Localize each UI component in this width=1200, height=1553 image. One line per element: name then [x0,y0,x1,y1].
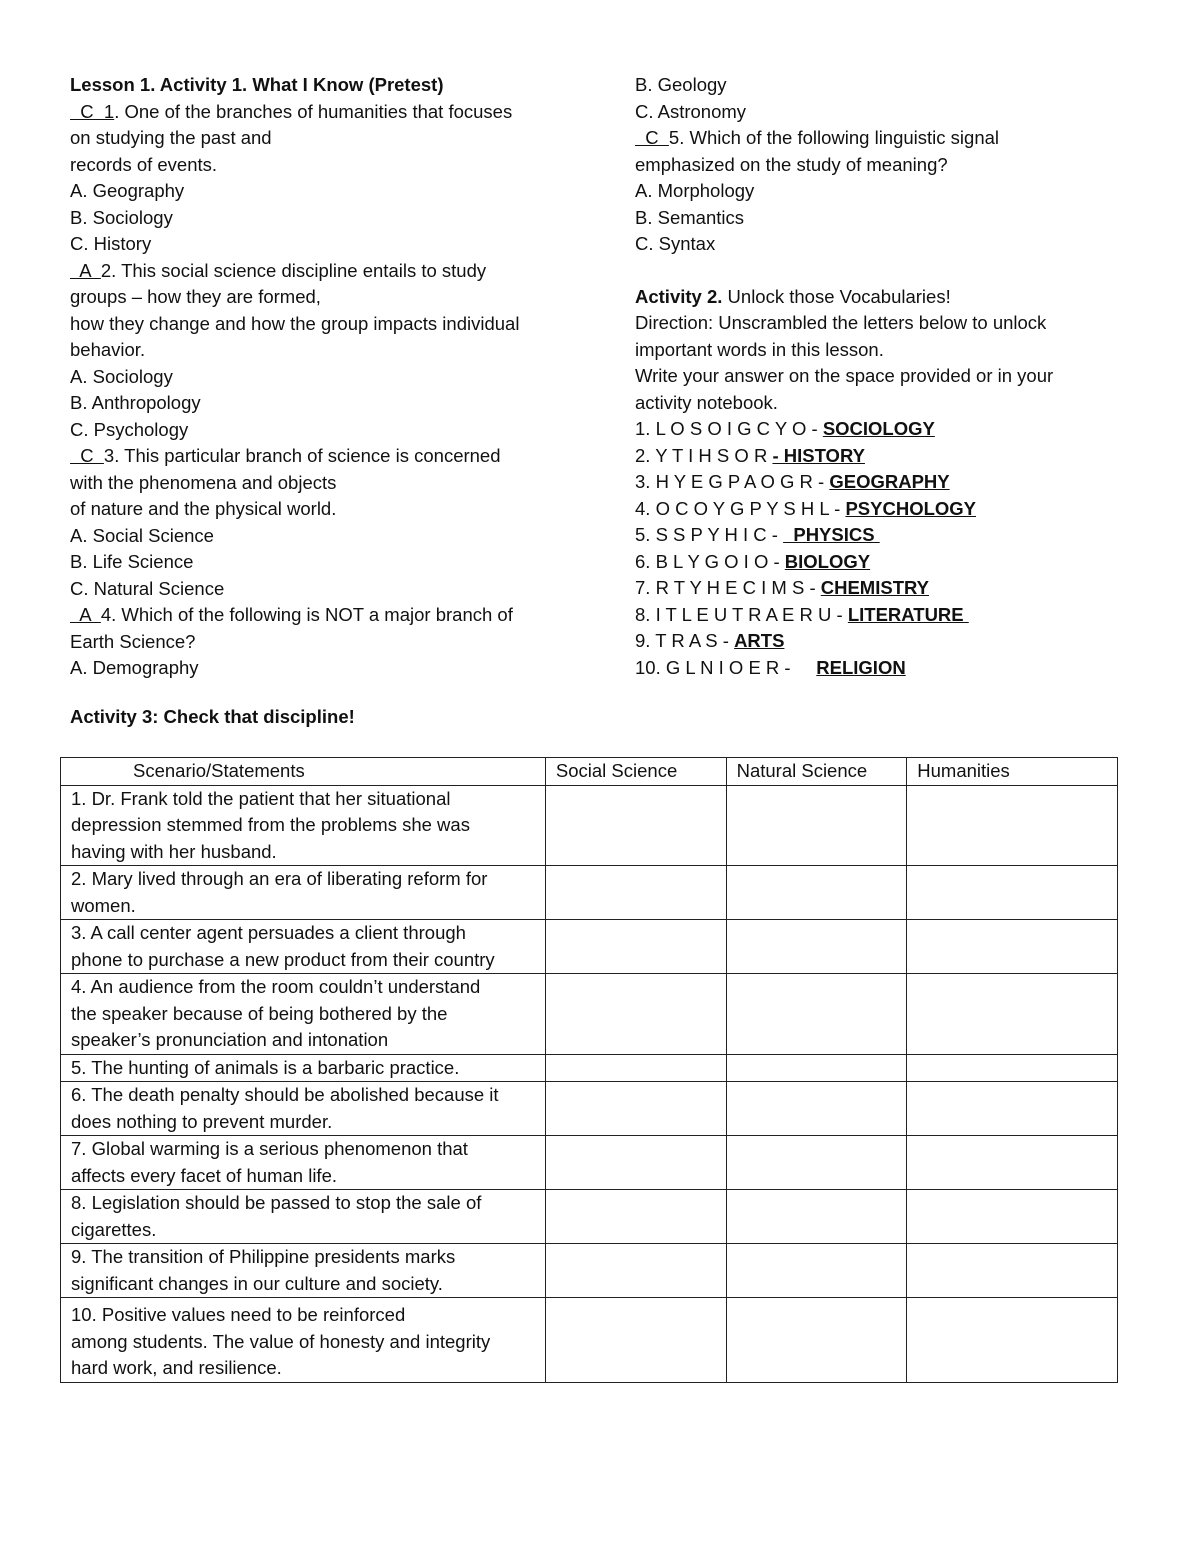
left-column [70,72,590,682]
question-3-line: of nature and the physical world. [70,498,337,519]
table-row [61,1244,1118,1298]
scenario-text: the speaker because of being bothered by the [71,1002,448,1024]
check-cell-humanities[interactable] [907,1190,1118,1244]
table-row [61,785,1118,866]
table-row [61,866,1118,920]
check-cell-humanities[interactable] [907,1136,1118,1190]
scenario-text: significant changes in our culture and society. [71,1272,443,1294]
check-cell-social-science[interactable] [545,866,726,920]
vocab-item: 6. B L Y G O I O - BIOLOGY [635,550,871,572]
option: B. Semantics [635,206,744,228]
check-cell-natural-science[interactable] [726,974,907,1055]
check-cell-social-science[interactable] [545,1054,726,1082]
check-cell-social-science[interactable] [545,1298,726,1383]
scenario-cell [61,974,546,1055]
check-cell-natural-science[interactable] [726,1244,907,1298]
vocab-answer[interactable]: SOCIOLOGY [822,418,935,439]
answer-blank-2[interactable]: A [70,259,101,281]
check-cell-humanities[interactable] [907,1082,1118,1136]
question-2: A 2. This social science discipline entails to study [70,259,487,281]
check-cell-natural-science[interactable] [726,1082,907,1136]
scenario-text: 5. The hunting of animals is a barbaric practice. [71,1056,460,1078]
question-4: A 4. Which of the following is NOT a major branch of [70,604,513,625]
direction-line: Write your answer on the space provided or in your [635,365,1054,386]
check-cell-social-science[interactable] [545,1190,726,1244]
scenario-text: does nothing to prevent murder. [71,1110,333,1132]
option: C. Astronomy [635,100,747,122]
option: B. Anthropology [70,392,201,413]
check-cell-natural-science[interactable] [726,1298,907,1383]
table-row [61,1190,1118,1244]
question-2-line: behavior. [70,339,146,360]
table-row [61,920,1118,974]
scenario-text: among students. The value of honesty and integrity [71,1330,491,1352]
question-1-line: records of events. [70,153,218,175]
option: A. Sociology [70,365,173,387]
option: B. Geology [635,74,727,95]
question-4-line: Earth Science? [70,630,196,652]
scenario-cell [61,785,546,866]
direction-line: activity notebook. [635,391,778,413]
header-humanities: Humanities [907,758,1118,786]
answer-blank-3[interactable]: C [70,445,104,466]
check-cell-natural-science[interactable] [726,920,907,974]
vocab-answer[interactable]: RELIGION [816,656,906,678]
scenario-cell [61,1136,546,1190]
vocab-answer[interactable]: GEOGRAPHY [829,471,950,492]
vocab-answer[interactable]: PHYSICS [783,524,880,545]
vocab-item: 5. S S P Y H I C - PHYSICS [635,524,880,545]
vocab-item: 4. O C O Y G P Y S H L - PSYCHOLOGY [635,497,977,519]
scenario-text: 8. Legislation should be passed to stop the sale of [71,1192,482,1213]
option: C. Natural Science [70,577,225,599]
check-cell-social-science[interactable] [545,785,726,866]
option: A. Morphology [635,180,755,201]
scenario-text: having with her husband. [71,840,277,862]
vocab-answer[interactable]: CHEMISTRY [820,577,930,598]
question-3: C 3. This particular branch of science is concerned [70,445,501,466]
vocab-item: 10. G L N I O E R - RELIGION [635,656,906,678]
vocab-answer[interactable]: BIOLOGY [784,550,871,572]
scenario-text: depression stemmed from the problems she was [71,814,470,835]
vocab-item: 8. I T L E U T R A E R U - LITERATURE [635,603,969,625]
scenario-text: phone to purchase a new product from their country [71,948,495,970]
discipline-table [60,757,1118,1383]
scenario-text: 10. Positive values need to be reinforced [71,1304,406,1325]
scenario-text: cigarettes. [71,1218,157,1240]
option: B. Sociology [70,206,173,228]
check-cell-social-science[interactable] [545,1136,726,1190]
scenario-text: 6. The death penalty should be abolished because it [71,1084,499,1105]
question-1-line: on studying the past and [70,127,272,148]
check-cell-natural-science[interactable] [726,1054,907,1082]
scenario-cell [61,1082,546,1136]
header-social-science: Social Science [545,758,726,786]
activity1-title: Lesson 1. Activity 1. What I Know (Pretest) [70,74,444,95]
scenario-text: 3. A call center agent persuades a client through [71,922,466,943]
check-cell-social-science[interactable] [545,1244,726,1298]
check-cell-humanities[interactable] [907,785,1118,866]
answer-blank-1[interactable]: C 1 [70,100,115,122]
table-row [61,1298,1118,1383]
check-cell-social-science[interactable] [545,920,726,974]
question-3-line: with the phenomena and objects [70,471,337,493]
scenario-text: 9. The transition of Philippine presidents marks [71,1246,456,1267]
scenario-cell [61,1190,546,1244]
header-natural-science: Natural Science [726,758,907,786]
scenario-text: hard work, and resilience. [71,1357,282,1378]
check-cell-natural-science[interactable] [726,866,907,920]
option: A. Geography [70,180,185,201]
vocab-answer[interactable]: LITERATURE [847,603,969,625]
check-cell-humanities[interactable] [907,1244,1118,1298]
table-row [61,974,1118,1055]
vocab-item: 7. R T Y H E C I M S - CHEMISTRY [635,577,930,598]
scenario-cell [61,920,546,974]
scenario-text: women. [71,894,136,916]
check-cell-natural-science[interactable] [726,1190,907,1244]
answer-blank-4[interactable]: A [70,604,101,625]
vocab-item: 9. T R A S - ARTS [635,630,785,651]
scenario-cell [61,1298,546,1383]
table-header-row [61,758,1118,786]
check-cell-humanities[interactable] [907,974,1118,1055]
check-cell-humanities[interactable] [907,866,1118,920]
direction-line: Direction: Unscrambled the letters below to unlock [635,312,1047,333]
scenario-text: 1. Dr. Frank told the patient that her situational [71,787,451,809]
check-cell-social-science[interactable] [545,1082,726,1136]
vocab-answer[interactable]: ARTS [734,630,785,651]
scenario-cell [61,1244,546,1298]
scenario-text: 7. Global warming is a serious phenomenon that [71,1138,468,1159]
answer-blank-5[interactable]: C [635,127,669,148]
question-2-line: how they change and how the group impacts individual [70,312,520,334]
question-5-line: emphasized on the study of meaning? [635,153,948,175]
check-cell-social-science[interactable] [545,974,726,1055]
option: B. Life Science [70,551,194,572]
question-1: C 1. One of the branches of humanities that focuses [70,100,513,122]
activity3-title: Activity 3: Check that discipline! [70,706,355,727]
direction-line: important words in this lesson. [635,338,884,360]
option: A. Social Science [70,524,214,546]
vocab-item: 3. H Y E G P A O G R - GEOGRAPHY [635,471,950,492]
question-5: C 5. Which of the following linguistic signal [635,127,1000,148]
check-cell-natural-science[interactable] [726,1136,907,1190]
vocab-answer[interactable]: PSYCHOLOGY [845,497,977,519]
check-cell-humanities[interactable] [907,1054,1118,1082]
option: C. Psychology [70,418,189,440]
scenario-text: affects every facet of human life. [71,1164,337,1186]
check-cell-humanities[interactable] [907,1298,1118,1383]
option: A. Demography [70,657,199,678]
check-cell-humanities[interactable] [907,920,1118,974]
table-row [61,1082,1118,1136]
option: C. History [70,233,152,254]
scenario-cell [61,866,546,920]
header-scenario: Scenario/Statements [61,758,546,786]
scenario-text: 4. An audience from the room couldn’t understand [71,976,481,997]
scenario-text: 2. Mary lived through an era of liberating reform for [71,868,488,889]
table-row [61,1054,1118,1082]
scenario-cell [61,1054,546,1082]
vocab-item: 2. Y T I H S O R - HISTORY [635,444,865,466]
check-cell-natural-science[interactable] [726,785,907,866]
option: C. Syntax [635,233,716,254]
vocab-answer[interactable]: - HISTORY [772,444,865,466]
table-row [61,1136,1118,1190]
question-2-line: groups – how they are formed, [70,286,321,307]
activity2-title: Activity 2. Unlock those Vocabularies! [635,285,951,307]
right-column [635,72,1145,681]
scenario-text: speaker’s pronunciation and intonation [71,1029,389,1050]
vocab-item: 1. L O S O I G C Y O - SOCIOLOGY [635,418,935,439]
